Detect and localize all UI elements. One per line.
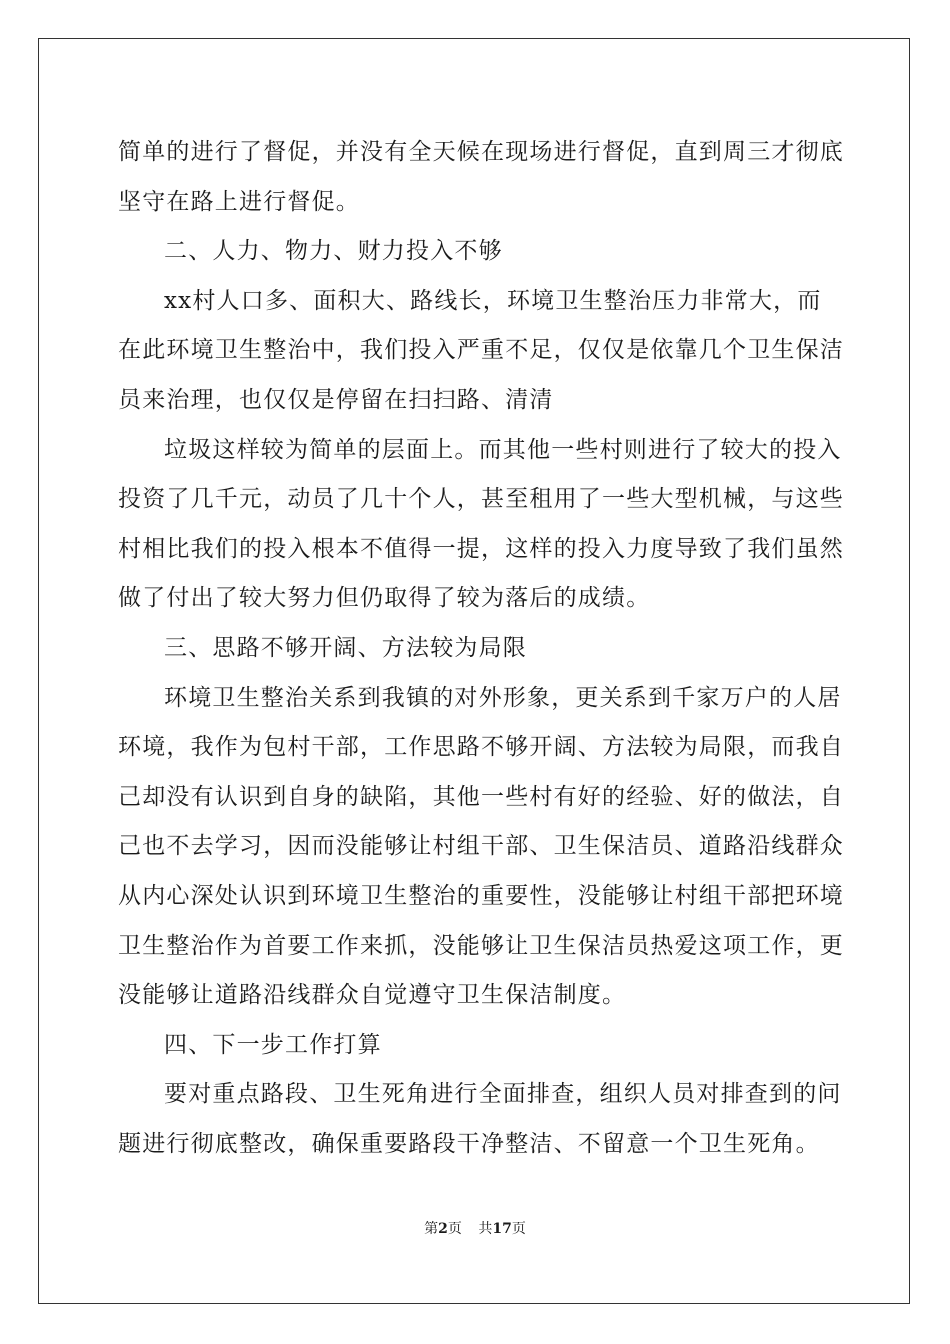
- paragraph-line: 环境卫生整治关系到我镇的对外形象，更关系到千家万户的人居: [164, 684, 842, 711]
- total-pages: 17: [492, 1221, 512, 1237]
- page-suffix: 页: [447, 1221, 462, 1237]
- paragraph-line: 卫生整治作为首要工作来抓，没能够让卫生保洁员热爱这项工作，更: [118, 932, 844, 959]
- paragraph-line: 在此环境卫生整治中，我们投入严重不足，仅仅是依靠几个卫生保洁: [118, 337, 844, 364]
- page-footer: [0, 1218, 950, 1238]
- paragraph-line: 做了付出了较大努力但仍取得了较为落后的成绩。: [118, 585, 651, 612]
- page-indicator: [424, 1218, 462, 1238]
- paragraph-line: 己也不去学习，因而没能够让村组干部、卫生保洁员、道路沿线群众: [118, 833, 844, 860]
- paragraph-line: 没能够让道路沿线群众自觉遵守卫生保洁制度。: [118, 982, 627, 1009]
- paragraph-line: 环境，我作为包村干部，工作思路不够开阔、方法较为局限，而我自: [118, 734, 844, 761]
- page-prefix: 第: [424, 1221, 439, 1237]
- paragraph-line: 简单的进行了督促，并没有全天候在现场进行督促，直到周三才彻底: [118, 139, 844, 165]
- paragraph-line: 题进行彻底整改，确保重要路段干净整洁、不留意一个卫生死角。: [118, 1130, 820, 1157]
- paragraph-line: 投资了几千元，动员了几十个人，甚至租用了一些大型机械，与这些: [118, 486, 844, 513]
- total-pages-indicator: [478, 1218, 525, 1238]
- paragraph-line: 村相比我们的投入根本不值得一提，这样的投入力度导致了我们虽然: [118, 535, 844, 562]
- paragraph-line: 垃圾这样较为简单的层面上。而其他一些村则进行了较大的投入: [164, 436, 842, 463]
- total-suffix: 页: [511, 1221, 526, 1237]
- section-heading: 二、人力、物力、财力投入不够: [164, 238, 503, 265]
- page-number: 2: [438, 1221, 448, 1237]
- total-prefix: 共: [478, 1221, 493, 1237]
- paragraph-line: xx村人口多、面积大、路线长，环境卫生整治压力非常大，而: [164, 287, 822, 314]
- section-heading: 四、下一步工作打算: [164, 1031, 382, 1058]
- paragraph-line: 从内心深处认识到环境卫生整治的重要性，没能够让村组干部把环境: [118, 882, 844, 909]
- paragraph-line: 己却没有认识到自身的缺陷，其他一些村有好的经验、好的做法，自: [118, 783, 844, 810]
- paragraph-line: 坚守在路上进行督促。: [118, 188, 360, 215]
- document-body: [118, 128, 844, 1169]
- paragraph-line: 员来治理，也仅仅是停留在扫扫路、清清: [118, 386, 554, 413]
- section-heading: 三、思路不够开阔、方法较为局限: [164, 634, 527, 661]
- paragraph-line: 要对重点路段、卫生死角进行全面排查，组织人员对排查到的问: [164, 1081, 842, 1108]
